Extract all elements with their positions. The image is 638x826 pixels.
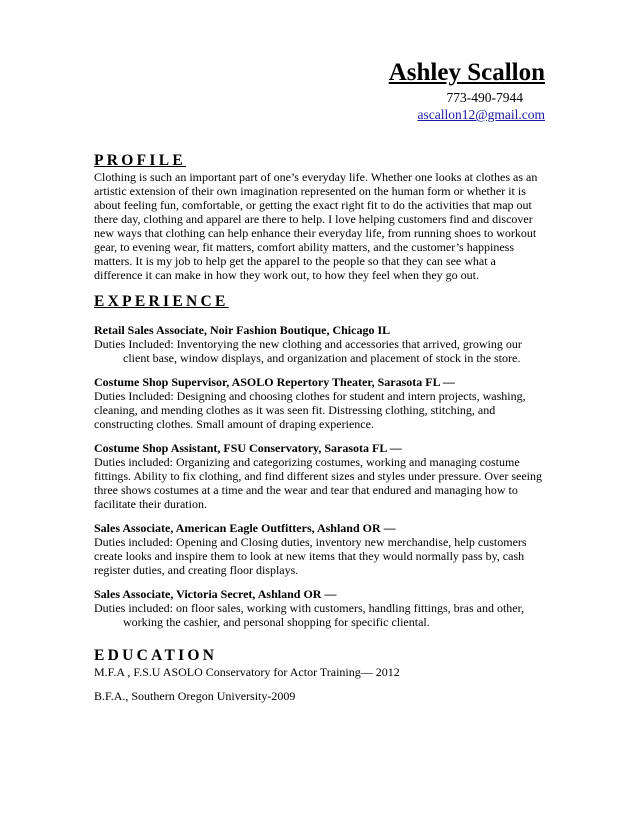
job-description: Duties included: on floor sales, working with customers, handling fittings, bras and other, working the cashier, and personal shopping for specific cliental. — [94, 601, 525, 629]
job-description: Duties included: Opening and Closing duties, inventory new merchandise, help customers create looks and inspire them to look at new items that they would normally pass by, cash register duties, and creating floor displays. — [94, 535, 527, 577]
profile-text: Clothing is such an important part of one’s everyday life. Whether one looks at clothes as an artistic extension of their own imagination represented on the human form or whether it is about feeling fun, comfortable, or getting the exact right fit to do the activities that map out there day, clothing and apparel are there to help. I love helping customers find and discover new ways that clothing can help enhance their everyday life, from running shoes to workout gear, to evening wear, fit matters, comfort ability matters, and the customer’s happiness matters. It is my job to help get the apparel to the people so that they can see what a difference it can make in how they work out, to how they feel when they go out. — [94, 170, 538, 282]
phone-number: 773-490-7944 — [446, 90, 523, 105]
job-entry — [94, 521, 546, 577]
job-entry — [94, 441, 546, 511]
education-entry: M.F.A , F.S.U ASOLO Conservatory for Actor Training— 2012 — [94, 665, 400, 679]
job-entry — [94, 587, 546, 629]
education-entry: B.F.A., Southern Oregon University-2009 — [94, 689, 296, 703]
applicant-name: Ashley Scallon — [388, 59, 545, 86]
profile-section — [94, 152, 546, 282]
job-title: Retail Sales Associate, Noir Fashion Boutique, Chicago IL — [94, 323, 391, 337]
education-section — [94, 647, 546, 703]
job-description: Duties Included: Inventorying the new clothing and accessories that arrived, growing our client base, window displays, and organization and placement of stock in the store. — [94, 337, 522, 365]
education-heading: EDUCATION — [94, 647, 218, 664]
experience-section — [94, 293, 546, 629]
experience-heading: EXPERIENCE — [94, 293, 229, 310]
job-entry — [94, 323, 546, 365]
job-title: Costume Shop Assistant, FSU Conservatory, Sarasota FL — — [94, 441, 402, 455]
job-entry — [94, 375, 546, 431]
email-link[interactable]: ascallon12@gmail.com — [417, 107, 545, 122]
job-title: Costume Shop Supervisor, ASOLO Repertory Theater, Sarasota FL — — [94, 375, 455, 389]
job-description: Duties included: Organizing and categorizing costumes, working and managing costume fittings. Ability to fix clothing, and find different sizes and styles under pressure. Over seeing three shows costumes at a time and the wear and tear that endured and managing how to facilitate their duration. — [94, 455, 543, 511]
job-title: Sales Associate, Victoria Secret, Ashland OR — — [94, 587, 337, 601]
job-description: Duties Included: Designing and choosing clothes for student and intern projects, washing, cleaning, and mending clothes as it was seen fit. Distressing clothing, stitching, and constructing clothes. Small amount of draping experience. — [94, 389, 526, 431]
resume-body — [94, 152, 546, 703]
job-title: Sales Associate, American Eagle Outfitters, Ashland OR — — [94, 521, 396, 535]
profile-heading: PROFILE — [94, 152, 186, 169]
resume-header — [389, 58, 545, 123]
